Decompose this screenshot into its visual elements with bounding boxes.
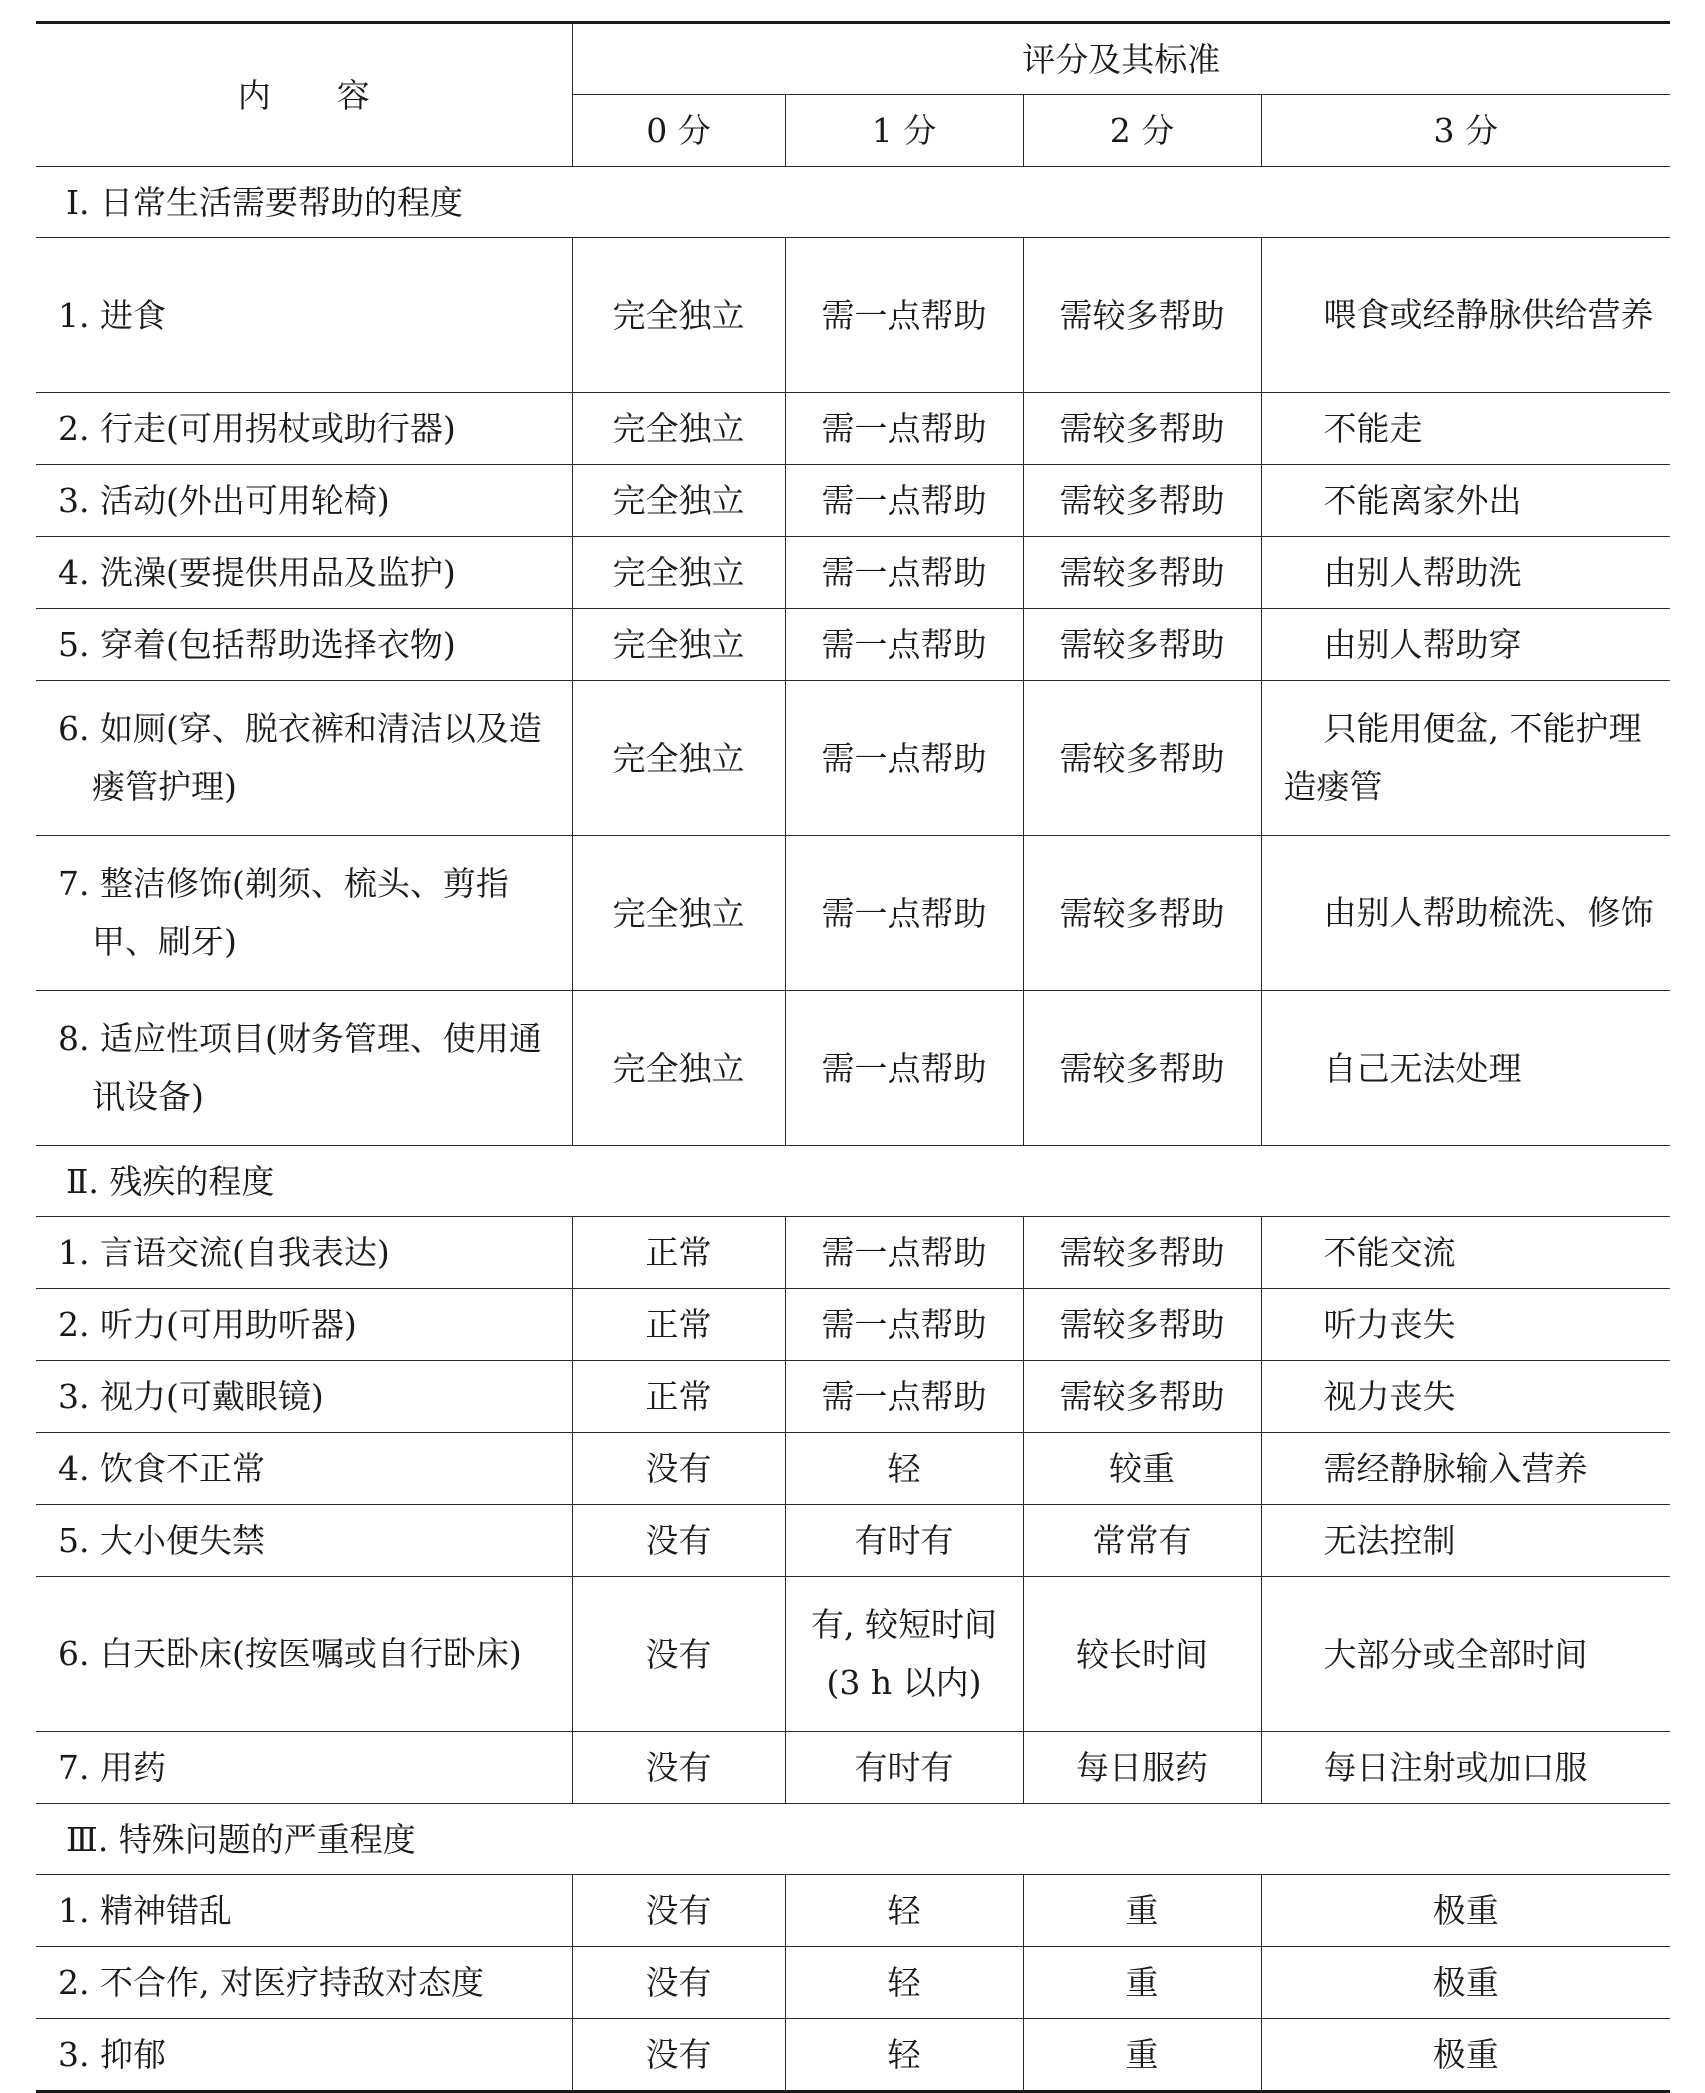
- header-score-3: 3 分: [1261, 95, 1670, 167]
- item-label: 3. 抑郁: [36, 2019, 572, 2092]
- score-3-text: 只能用便盆, 不能护理造瘘管: [1283, 709, 1642, 806]
- score-1-cell: 需一点帮助: [785, 836, 1023, 991]
- header-content: 内 容: [36, 23, 572, 167]
- score-0-cell: 完全独立: [572, 836, 785, 991]
- score-1-cell: 轻: [785, 2019, 1023, 2092]
- item-label: [36, 991, 572, 1146]
- score-3-cell: 视力丧失: [1261, 1361, 1670, 1433]
- score-3-cell: 大部分或全部时间: [1261, 1577, 1670, 1732]
- score-2-cell: 重: [1023, 1947, 1261, 2019]
- score-0-cell: 完全独立: [572, 681, 785, 836]
- table-row: [36, 1577, 1670, 1732]
- score-2-cell: 需较多帮助: [1023, 465, 1261, 537]
- score-3-text: 由别人帮助梳洗、修饰: [1323, 893, 1654, 932]
- score-1-cell: 有时有: [785, 1732, 1023, 1804]
- item-label-text: 7. 整洁修饰(剃须、梳头、剪指甲、刷牙): [58, 864, 509, 961]
- score-1-cell: 需一点帮助: [785, 681, 1023, 836]
- header-score-0: 0 分: [572, 95, 785, 167]
- table-row: [36, 1875, 1670, 1947]
- score-3-cell: [1261, 836, 1670, 991]
- assessment-table: [36, 21, 1670, 2093]
- score-3-cell: 由别人帮助洗: [1261, 537, 1670, 609]
- score-3-cell: 听力丧失: [1261, 1289, 1670, 1361]
- score-1-cell: 有时有: [785, 1505, 1023, 1577]
- score-3-cell: 自己无法处理: [1261, 991, 1670, 1146]
- score-3-cell: 不能走: [1261, 393, 1670, 465]
- table-row: [36, 991, 1670, 1146]
- score-2-cell: 需较多帮助: [1023, 681, 1261, 836]
- item-label: [36, 1577, 572, 1732]
- score-2-cell: 需较多帮助: [1023, 1217, 1261, 1289]
- score-1-cell: 需一点帮助: [785, 609, 1023, 681]
- table-row: [36, 393, 1670, 465]
- score-3-cell: 不能离家外出: [1261, 465, 1670, 537]
- score-3-text: 喂食或经静脉供给营养: [1323, 295, 1654, 334]
- score-1-cell: 需一点帮助: [785, 537, 1023, 609]
- score-0-cell: 没有: [572, 2019, 785, 2092]
- table-row: [36, 1289, 1670, 1361]
- table-row: [36, 1361, 1670, 1433]
- score-0-cell: 完全独立: [572, 991, 785, 1146]
- score-2-cell: 需较多帮助: [1023, 609, 1261, 681]
- score-0-cell: 正常: [572, 1361, 785, 1433]
- item-label: 3. 视力(可戴眼镜): [36, 1361, 572, 1433]
- score-0-cell: 正常: [572, 1289, 785, 1361]
- table-row: [36, 1217, 1670, 1289]
- score-2-cell: 需较多帮助: [1023, 1289, 1261, 1361]
- score-2-cell: 需较多帮助: [1023, 393, 1261, 465]
- score-1-cell: 需一点帮助: [785, 1361, 1023, 1433]
- score-0-cell: 没有: [572, 1577, 785, 1732]
- score-2-cell: 较重: [1023, 1433, 1261, 1505]
- table-row: [36, 1732, 1670, 1804]
- table-row: [36, 1505, 1670, 1577]
- item-label-text: 8. 适应性项目(财务管理、使用通讯设备): [58, 1019, 542, 1116]
- score-0-cell: 完全独立: [572, 238, 785, 393]
- score-0-cell: 正常: [572, 1217, 785, 1289]
- item-label: 2. 行走(可用拐杖或助行器): [36, 393, 572, 465]
- table-row: [36, 2019, 1670, 2092]
- item-label: 1. 精神错乱: [36, 1875, 572, 1947]
- score-0-cell: 没有: [572, 1875, 785, 1947]
- score-2-cell: 每日服药: [1023, 1732, 1261, 1804]
- score-3-cell: [1261, 238, 1670, 393]
- item-label: 1. 言语交流(自我表达): [36, 1217, 572, 1289]
- score-2-cell: 需较多帮助: [1023, 991, 1261, 1146]
- item-label: 5. 大小便失禁: [36, 1505, 572, 1577]
- score-3-cell: 极重: [1261, 2019, 1670, 2092]
- score-1-cell: 需一点帮助: [785, 393, 1023, 465]
- table-row: [36, 609, 1670, 681]
- score-3-cell: 需经静脉输入营养: [1261, 1433, 1670, 1505]
- item-label: 2. 听力(可用助听器): [36, 1289, 572, 1361]
- score-1-cell: 需一点帮助: [785, 1289, 1023, 1361]
- score-2-cell: 重: [1023, 1875, 1261, 1947]
- table-row: [36, 537, 1670, 609]
- score-3-cell: 极重: [1261, 1875, 1670, 1947]
- table-row: [36, 238, 1670, 393]
- score-3-cell: 每日注射或加口服: [1261, 1732, 1670, 1804]
- score-1-cell: 轻: [785, 1433, 1023, 1505]
- score-1-cell: 需一点帮助: [785, 1217, 1023, 1289]
- table-row: [36, 681, 1670, 836]
- score-3-cell: 由别人帮助穿: [1261, 609, 1670, 681]
- score-2-cell: 需较多帮助: [1023, 836, 1261, 991]
- score-1-cell: 需一点帮助: [785, 465, 1023, 537]
- score-3-cell: 极重: [1261, 1947, 1670, 2019]
- item-label: 4. 洗澡(要提供用品及监护): [36, 537, 572, 609]
- item-label-text: 6. 如厕(穿、脱衣裤和清洁以及造瘘管护理): [58, 709, 542, 806]
- score-0-cell: 没有: [572, 1947, 785, 2019]
- score-3-cell: [1261, 681, 1670, 836]
- score-1-cell: 需一点帮助: [785, 238, 1023, 393]
- score-1-cell: 有, 较短时间(3 h 以内): [785, 1577, 1023, 1732]
- score-0-cell: 完全独立: [572, 537, 785, 609]
- header-score-standard: 评分及其标准: [572, 23, 1670, 95]
- section-title: Ⅰ. 日常生活需要帮助的程度: [36, 167, 1670, 238]
- item-label: [36, 681, 572, 836]
- item-label-text: 6. 白天卧床(按医嘱或自行卧床): [58, 1634, 522, 1673]
- item-label: 4. 饮食不正常: [36, 1433, 572, 1505]
- header-score-1: 1 分: [785, 95, 1023, 167]
- score-2-cell: 较长时间: [1023, 1577, 1261, 1732]
- score-0-cell: 没有: [572, 1732, 785, 1804]
- score-0-cell: 没有: [572, 1505, 785, 1577]
- item-label: 7. 用药: [36, 1732, 572, 1804]
- item-label: 2. 不合作, 对医疗持敌对态度: [36, 1947, 572, 2019]
- table-row: [36, 465, 1670, 537]
- score-2-cell: 重: [1023, 2019, 1261, 2092]
- item-label: 5. 穿着(包括帮助选择衣物): [36, 609, 572, 681]
- score-3-cell: 无法控制: [1261, 1505, 1670, 1577]
- table-row: [36, 1947, 1670, 2019]
- header-score-2: 2 分: [1023, 95, 1261, 167]
- score-2-cell: 需较多帮助: [1023, 537, 1261, 609]
- item-label: [36, 836, 572, 991]
- score-2-cell: 常常有: [1023, 1505, 1261, 1577]
- section-title: Ⅱ. 残疾的程度: [36, 1146, 1670, 1217]
- score-0-cell: 完全独立: [572, 609, 785, 681]
- score-1-cell: 需一点帮助: [785, 991, 1023, 1146]
- item-label: 3. 活动(外出可用轮椅): [36, 465, 572, 537]
- score-1-cell: 轻: [785, 1875, 1023, 1947]
- section-title: Ⅲ. 特殊问题的严重程度: [36, 1804, 1670, 1875]
- score-1-cell: 轻: [785, 1947, 1023, 2019]
- score-2-cell: 需较多帮助: [1023, 238, 1261, 393]
- score-0-cell: 完全独立: [572, 393, 785, 465]
- table-row: [36, 1433, 1670, 1505]
- table-row: [36, 836, 1670, 991]
- score-2-cell: 需较多帮助: [1023, 1361, 1261, 1433]
- score-0-cell: 完全独立: [572, 465, 785, 537]
- score-3-cell: 不能交流: [1261, 1217, 1670, 1289]
- item-label: 1. 进食: [36, 238, 572, 393]
- score-0-cell: 没有: [572, 1433, 785, 1505]
